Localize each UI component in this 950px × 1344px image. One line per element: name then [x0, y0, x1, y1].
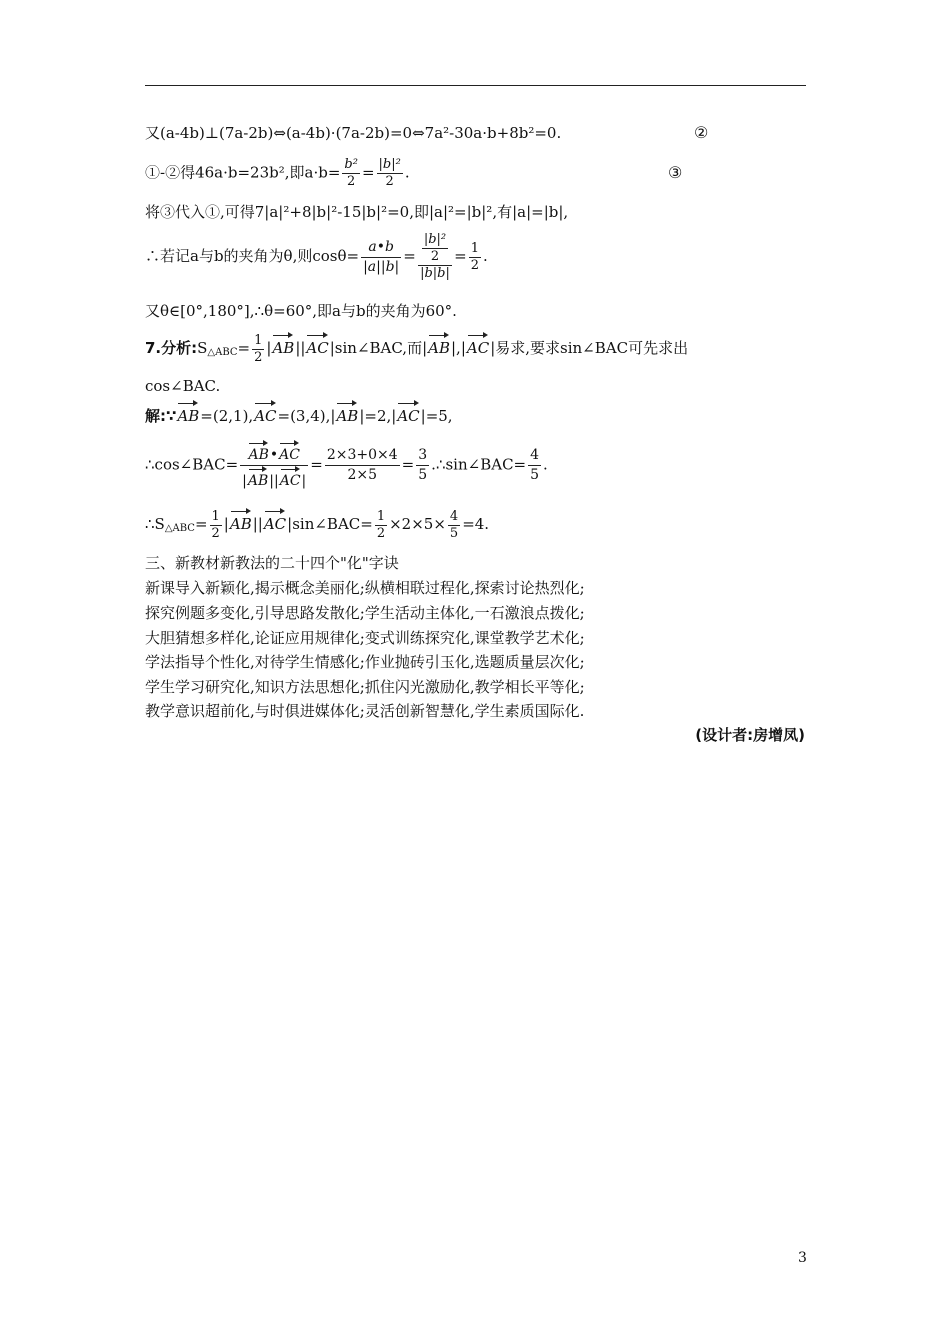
- fraction-three-fifths: [416, 446, 429, 485]
- area-result: =4.: [462, 515, 490, 533]
- solution-heading: 解:∵: [145, 407, 177, 425]
- fraction-numerator: 3: [418, 447, 428, 463]
- text-line-10: $\therefore S_{\triangle ABC}=$ $\frac{1}{2}$ |AB||AC|sin∠BAC= $\frac{1}{2}$ ×2×5× $\frac{4}{5}$ =4.: [145, 508, 490, 541]
- fraction-denominator: 5: [418, 467, 428, 483]
- fraction-denominator: |a||b|: [363, 258, 400, 275]
- text-line-1: [145, 123, 561, 143]
- vector-ab: AB: [177, 400, 199, 426]
- vector-ac: AC: [467, 332, 489, 358]
- fraction-four-fifths: [528, 446, 541, 485]
- equation-perpendicular: 又(a-4b)⊥(7a-2b)⇔(a-4b)·(7a-2b)=0⇔7a²-30a·b+8b²=0.: [145, 124, 562, 142]
- period: .: [404, 163, 410, 182]
- area-subscript: △ABC: [164, 523, 195, 534]
- fraction-numerator: 2×3+0×4: [326, 447, 398, 463]
- equals-sign: =: [361, 163, 375, 182]
- fraction-denominator: 5: [530, 467, 540, 483]
- fraction-dot-over-norms: [361, 238, 401, 277]
- vector-ac: AC: [306, 332, 328, 358]
- fraction-denominator: 2: [254, 349, 263, 365]
- vector-ab: AB: [272, 332, 294, 358]
- text-line-8: [145, 400, 453, 426]
- analysis-heading: 7.分析:: [145, 339, 198, 357]
- fraction-numerator: a•b: [368, 238, 394, 255]
- poem-line: 学生学习研究化,知识方法思想化;抓住闪光激励化,教学相长平等化;: [145, 678, 585, 696]
- vector-ab: AB: [230, 508, 252, 534]
- fraction-denominator: 2: [376, 525, 386, 541]
- vector-ab: AB: [248, 440, 268, 465]
- cos-bac-text: cos∠BAC.: [145, 377, 221, 395]
- fraction-numerator: |b|²: [378, 157, 401, 172]
- fraction-absb2-over-2: [377, 157, 403, 190]
- area-subscript: △ABC: [207, 347, 238, 358]
- fraction-numerator: 1: [254, 332, 263, 348]
- fraction-numerator: 1: [211, 508, 220, 524]
- poem-line: 大胆猜想多样化,论证应用规律化;变式训练探究化,课堂教学艺术化;: [145, 629, 585, 647]
- angle-conclusion: 又θ∈[0°,180°],∴θ=60°,即a与b的夹角为60°.: [145, 302, 457, 320]
- area-text: |sin∠BAC=: [287, 515, 373, 533]
- fraction-numerator: 4: [449, 508, 459, 524]
- fraction-inner: [422, 232, 448, 265]
- fraction-numerator: b²: [344, 157, 358, 172]
- fraction-one-half: [252, 333, 264, 366]
- fraction-denominator: 2: [470, 257, 479, 273]
- fraction-computation: [325, 446, 400, 485]
- vector-ac: AC: [279, 440, 300, 465]
- cos-bac-text: ∴cos∠BAC=: [145, 455, 239, 474]
- substitution-text: 将③代入①,可得7|a|²+8|b|²-15|b|²=0,即|a|²=|b|²,有|a|=|b|,: [145, 203, 569, 221]
- text-line-9: ∴cos∠BAC= $\frac{AB•AC}{|AB||AC|}$ = $\frac{2\times 3+0\times 4}{2\times 5}$ = $\frac{3}{5}$ .∴sin∠BAC= $\frac{4}{5}$ .: [145, 440, 548, 491]
- dot-operator: •: [269, 447, 279, 463]
- fraction-denominator: 2: [377, 173, 403, 190]
- vector-value: =(2,1),: [200, 407, 254, 425]
- section-heading: 三、新教材新教法的二十四个"化"字诀: [145, 554, 399, 572]
- text-line-2: [145, 157, 410, 190]
- vector-ab: AB: [428, 332, 450, 358]
- cos-theta-text: ∴若记a与b的夹角为θ,则cosθ=: [145, 247, 360, 265]
- vector-ab: AB: [336, 400, 358, 426]
- vector-ab: AB: [248, 466, 268, 491]
- page-number: 3: [798, 1250, 807, 1266]
- vector-ac: AC: [254, 400, 276, 426]
- poem-line: 教学意识超前化,与时俱进媒体化;灵活创新智慧化,学生素质国际化.: [145, 702, 585, 720]
- header-rule: [145, 85, 806, 86]
- vector-ac: AC: [280, 466, 301, 491]
- fraction-denominator: 2: [211, 525, 220, 541]
- fraction-denominator: 2: [422, 248, 448, 265]
- vector-norm: |=5,: [420, 407, 453, 425]
- vector-norm: |=2,|: [359, 407, 397, 425]
- sin-bac-text: .∴sin∠BAC=: [431, 455, 527, 474]
- equation-ab-text: ①-②得46a·b=23b²,即a·b=: [145, 163, 341, 182]
- text-line-5: [145, 301, 457, 321]
- vector-ac: AC: [397, 400, 419, 426]
- fraction-b2-over-2: [342, 157, 360, 190]
- fraction-denominator: 2×5: [325, 465, 400, 485]
- fraction-four-fifths: [448, 509, 460, 542]
- area-symbol: S: [197, 339, 208, 357]
- fraction-numerator: 1: [470, 240, 479, 256]
- vector-value: =(3,4),|: [277, 407, 336, 425]
- poem-line: 新课导入新颖化,揭示概念美丽化;纵横相联过程化,探索讨论热烈化;: [145, 579, 585, 597]
- fraction-numerator: 4: [530, 447, 540, 463]
- text-line-3: [145, 202, 568, 222]
- fraction-denominator: |AB||AC|: [240, 465, 308, 491]
- fraction-numerator: |b|²: [423, 232, 447, 247]
- fraction-denominator: |b|b|: [418, 265, 452, 282]
- text-line-4: ∴若记a与b的夹角为θ,则cosθ= $\frac{a•b}{|a||b|}$ = $\frac{\frac{\text{|b|²}}{2}}{|b|b|}$ = $\frac{1}{2}$ .: [145, 232, 488, 281]
- fraction-numerator: [418, 232, 452, 265]
- equation-marker-2: ②: [694, 123, 709, 142]
- fraction-numerator: 1: [376, 508, 386, 524]
- fraction-one-half: [210, 509, 222, 542]
- equation-marker-3: ③: [668, 163, 683, 182]
- area-text: ×2×5×: [389, 515, 446, 533]
- designer-credit: (设计者:房增凤): [695, 726, 805, 744]
- fraction-one-half: [375, 509, 387, 542]
- area-symbol: ∴S: [145, 515, 165, 533]
- poem-line: 探究例题多变化,引导思路发散化;学生活动主体化,一石激浪点拨化;: [145, 604, 585, 622]
- fraction-compound: [418, 232, 452, 282]
- fraction-vector-cos: [240, 440, 308, 491]
- fraction-denominator: 5: [449, 525, 459, 541]
- analysis-text: |易求,要求sin∠BAC可先求出: [490, 339, 689, 357]
- text-line-6: 7.分析$:S_{\triangle ABC}=$ $\frac{1}{2}$ |AB||AC|sin∠BAC,而|AB|,|AC|易求,要求sin∠BAC可先求出: [145, 332, 689, 365]
- fraction-denominator: 2: [342, 173, 360, 190]
- analysis-text: |sin∠BAC,而|: [329, 339, 428, 357]
- text-line-7: [145, 376, 220, 396]
- vector-ac: AC: [264, 508, 286, 534]
- fraction-one-half: [469, 241, 481, 274]
- poem-line: 学法指导个性化,对待学生情感化;作业抛砖引玉化,选题质量层次化;: [145, 653, 585, 671]
- fraction-numerator: [240, 440, 308, 465]
